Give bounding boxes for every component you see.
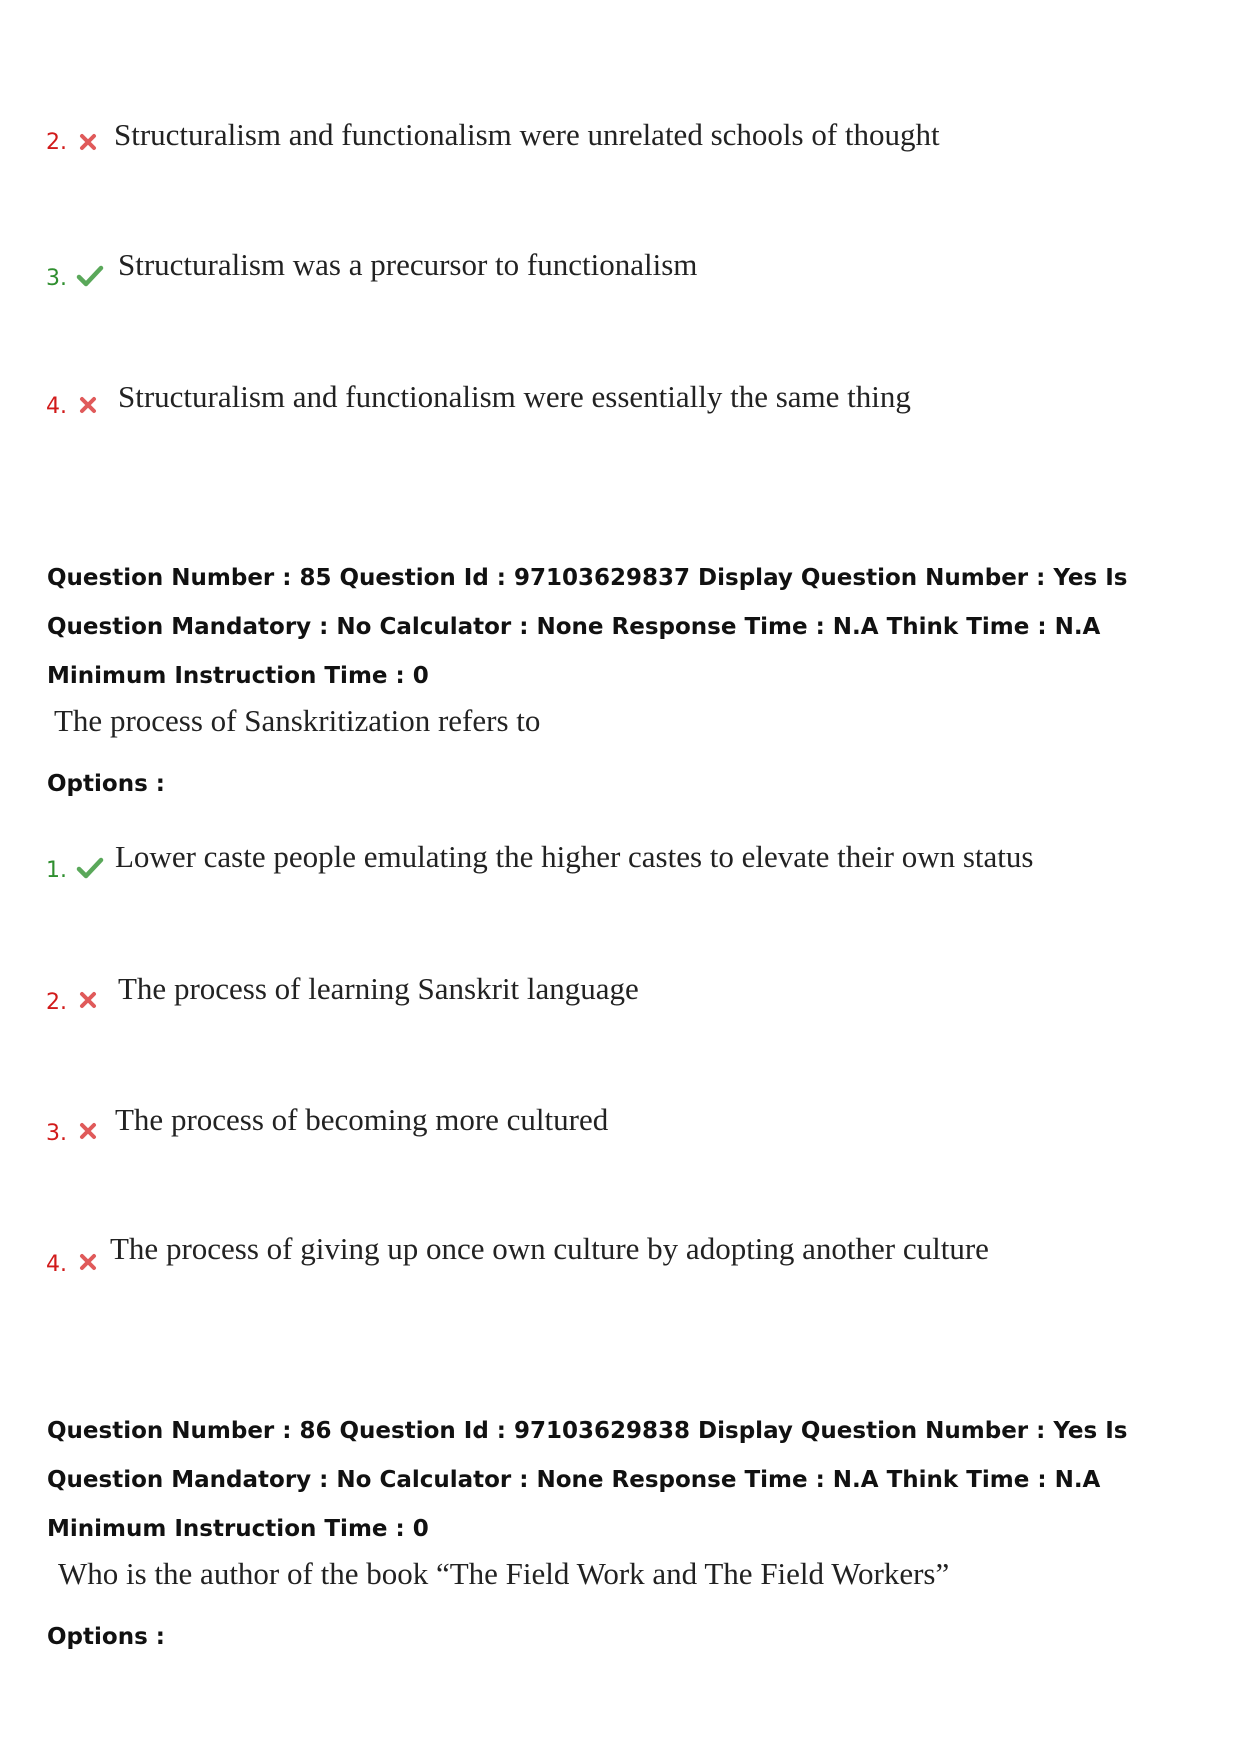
cross-icon <box>76 1250 100 1274</box>
cross-icon <box>76 1119 100 1143</box>
cross-icon <box>76 130 100 154</box>
option-text: The process of becoming more cultured <box>115 1102 609 1137</box>
question-text: Who is the author of the book “The Field Work and The Field Workers” <box>58 1556 950 1591</box>
question-text: The process of Sanskritization refers to <box>54 703 541 738</box>
option-number: 2. <box>46 130 67 155</box>
option-text: The process of learning Sanskrit language <box>118 971 639 1006</box>
option-number: 2. <box>46 990 67 1015</box>
check-icon <box>76 264 104 288</box>
option-number: 4. <box>46 394 67 419</box>
check-icon <box>76 856 104 880</box>
options-label: Options : <box>47 1624 165 1650</box>
option-text: Structuralism and functionalism were unrelated schools of thought <box>114 117 940 152</box>
cross-icon <box>76 988 100 1012</box>
question-metadata: Question Number : 86 Question Id : 97103629838 Display Question Number : Yes Is Question Mandatory : No Calculator : None Response Time : N.A Think Time : N.A Minimum Instruction Time : 0 <box>47 1418 1128 1542</box>
option-text: The process of giving up once own culture by adopting another culture <box>110 1231 989 1266</box>
option-number: 3. <box>46 1121 67 1146</box>
option-number: 3. <box>46 266 67 291</box>
option-text: Structuralism was a precursor to functionalism <box>118 247 698 282</box>
option-text: Lower caste people emulating the higher castes to elevate their own status <box>115 839 1034 874</box>
cross-icon <box>76 393 100 417</box>
option-number: 4. <box>46 1252 67 1277</box>
options-label: Options : <box>47 771 165 797</box>
option-text: Structuralism and functionalism were essentially the same thing <box>118 379 911 414</box>
option-number: 1. <box>46 858 67 883</box>
question-metadata: Question Number : 85 Question Id : 97103629837 Display Question Number : Yes Is Question Mandatory : No Calculator : None Response Time : N.A Think Time : N.A Minimum Instruction Time : 0 <box>47 565 1128 689</box>
